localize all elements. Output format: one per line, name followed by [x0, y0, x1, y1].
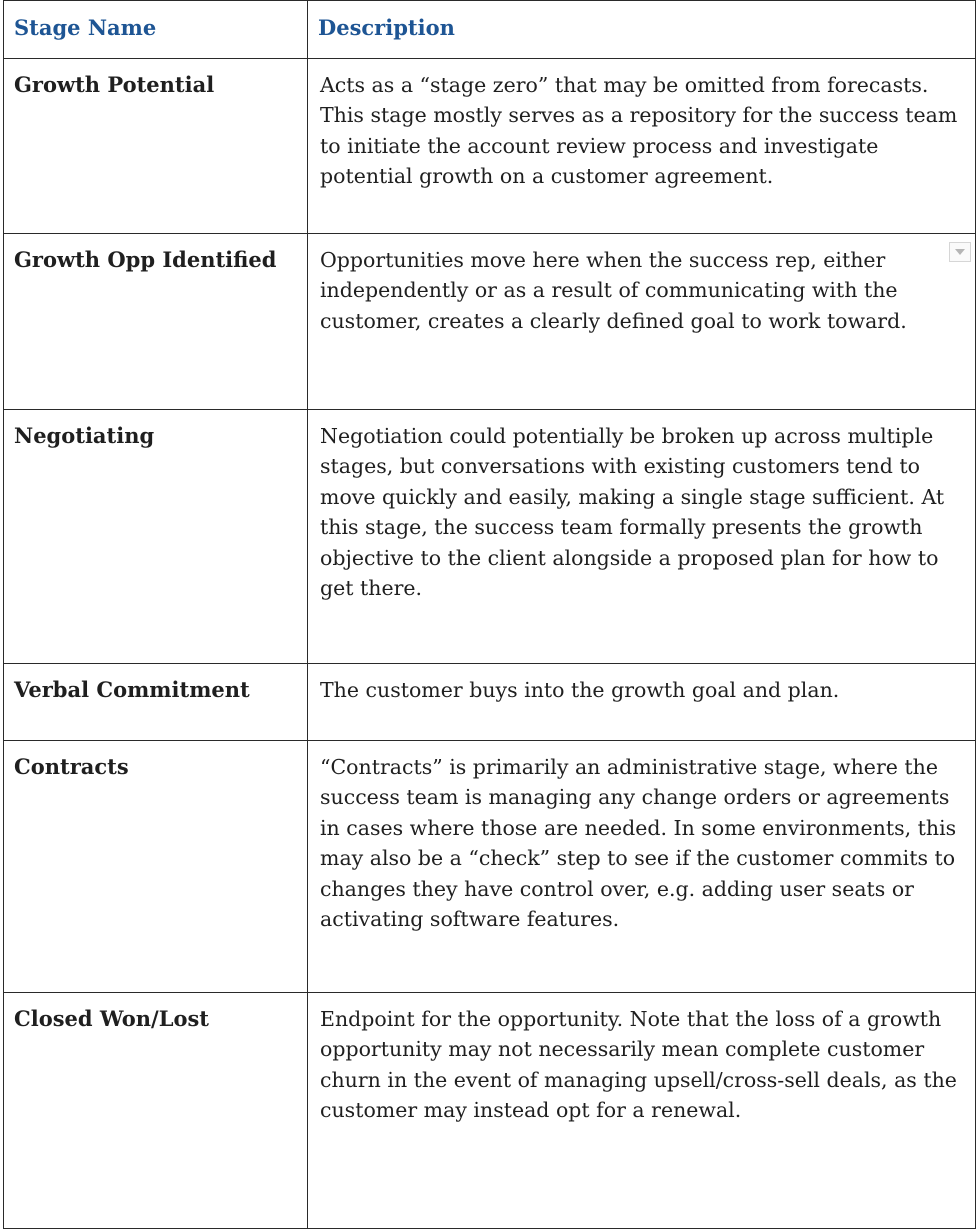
stage-name-cell: Growth Potential	[4, 59, 308, 234]
chevron-down-icon[interactable]	[949, 242, 971, 262]
description-cell: The customer buys into the growth goal and plan.	[308, 664, 976, 741]
stage-name-cell: Contracts	[4, 741, 308, 993]
description-cell: “Contracts” is primarily an administrative stage, where the success team is managing any change orders or agreements in cases where those are needed. In some environments, this may also be a “check” step to see if the customer commits to changes they have control over, e.g. adding user seats or activating software features.	[308, 741, 976, 993]
column-header-description: Description	[308, 1, 976, 59]
column-header-stage-name: Stage Name	[4, 1, 308, 59]
table-row	[4, 234, 976, 410]
table-row	[4, 664, 976, 741]
description-cell: Negotiation could potentially be broken up across multiple stages, but conversations with existing customers tend to move quickly and easily, making a single stage sufficient. At this stage, the success team formally presents the growth objective to the client alongside a proposed plan for how to get there.	[308, 410, 976, 664]
stage-name-cell: Negotiating	[4, 410, 308, 664]
table-row	[4, 59, 976, 234]
table-row	[4, 741, 976, 993]
stages-table	[3, 0, 976, 1229]
table-row	[4, 993, 976, 1229]
stage-name-cell: Verbal Commitment	[4, 664, 308, 741]
description-cell: Endpoint for the opportunity. Note that the loss of a growth opportunity may not necessarily mean complete customer churn in the event of managing upsell/cross-sell deals, as the customer may instead opt for a renewal.	[308, 993, 976, 1229]
table-header-row	[4, 1, 976, 59]
description-cell-with-handle	[308, 234, 976, 410]
table-row	[4, 410, 976, 664]
stage-name-cell: Closed Won/Lost	[4, 993, 308, 1229]
description-cell: Acts as a “stage zero” that may be omitted from forecasts. This stage mostly serves as a repository for the success team to initiate the account review process and investigate potential growth on a customer agreement.	[308, 59, 976, 234]
stage-name-cell: Growth Opp Identified	[4, 234, 308, 410]
description-text: Opportunities move here when the success rep, either independently or as a result of communicating with the customer, creates a clearly defined goal to work toward.	[320, 248, 907, 333]
